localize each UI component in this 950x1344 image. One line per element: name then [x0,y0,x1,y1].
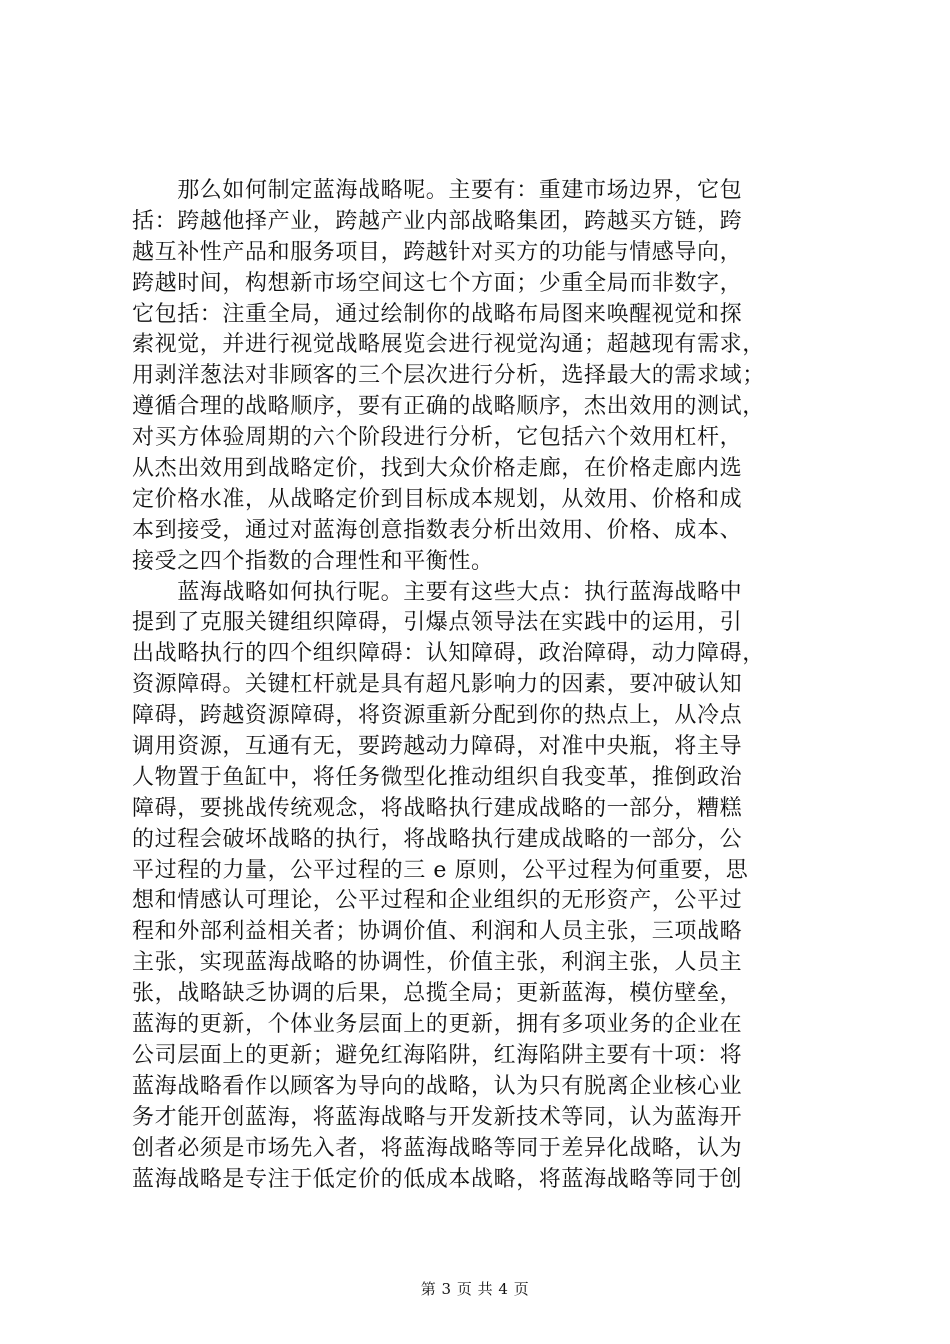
text-line: 人物置于鱼缸中，将任务微型化推动组织自我变革，推倒政治 [132,764,743,790]
text-line: 接受之四个指数的合理性和平衡性。 [132,548,494,574]
text-line: 从杰出效用到战略定价，找到大众价格走廊，在价格走廊内选 [132,456,743,482]
text-line: 跨越时间，构想新市场空间这七个方面；少重全局而非数字， [132,270,743,296]
text-line: 提到了克服关键组织障碍，引爆点领导法在实践中的运用，引 [132,610,743,636]
paragraph-strategy-execution [132,578,852,1196]
text-line: 蓝海战略如何执行呢。主要有这些大点：执行蓝海战略中 [132,579,743,605]
text-line: 资源障碍。关键杠杆就是具有超凡影响力的因素，要冲破认知 [132,672,743,698]
text-line: 蓝海的更新，个体业务层面上的更新，拥有多项业务的企业在 [132,1012,743,1038]
text-line: 程和外部利益相关者；协调价值、利润和人员主张，三项战略 [132,919,743,945]
text-line: 的过程会破坏战略的执行，将战略执行建成战略的一部分，公 [132,826,743,852]
text-line: 定价格水准，从战略定价到目标成本规划，从效用、价格和成 [132,486,743,512]
document-body [132,176,852,1195]
page-footer [0,1279,950,1299]
text-line: 索视觉，并进行视觉战略展览会进行视觉沟通；超越现有需求， [132,332,765,358]
text-line: 遵循合理的战略顺序，要有正确的战略顺序，杰出效用的测试， [132,394,765,420]
text-line: 公司层面上的更新；避免红海陷阱，红海陷阱主要有十项：将 [132,1042,743,1068]
text-line: 平过程的力量，公平过程的三 e 原则，公平过程为何重要，思 [132,857,749,883]
text-line: 蓝海战略看作以顾客为导向的战略，认为只有脱离企业核心业 [132,1073,743,1099]
text-line: 那么如何制定蓝海战略呢。主要有：重建市场边界，它包 [132,178,743,203]
text-line: 出战略执行的四个组织障碍：认知障碍，政治障碍，动力障碍， [132,641,765,667]
text-line: 蓝海战略是专注于低定价的低成本战略，将蓝海战略等同于创 [132,1166,743,1192]
text-line: 务才能开创蓝海，将蓝海战略与开发新技术等同，认为蓝海开 [132,1104,743,1130]
text-line: 张，战略缺乏协调的后果，总揽全局；更新蓝海，模仿壁垒， [132,981,743,1007]
text-line: 障碍，要挑战传统观念，将战略执行建成战略的一部分，糟糕 [132,795,743,821]
text-line: 对买方体验周期的六个阶段进行分析，它包括六个效用杠杆， [132,425,743,451]
text-line: 用剥洋葱法对非顾客的三个层次进行分析，选择最大的需求域； [132,363,765,389]
text-line: 越互补性产品和服务项目，跨越针对买方的功能与情感导向， [132,239,743,265]
paragraph-strategy-formulation [132,176,852,578]
text-line: 它包括：注重全局，通过绘制你的战略布局图来唤醒视觉和探 [132,301,743,327]
text-line: 括：跨越他择产业，跨越产业内部战略集团，跨越买方链，跨 [132,208,743,234]
text-line: 想和情感认可理论，公平过程和企业组织的无形资产，公平过 [132,888,743,914]
text-line: 主张，实现蓝海战略的协调性，价值主张，利润主张，人员主 [132,950,743,976]
text-line: 本到接受，通过对蓝海创意指数表分析出效用、价格、成本、 [132,517,743,543]
text-line: 调用资源，互通有无，要跨越动力障碍，对准中央瓶，将主导 [132,734,743,760]
text-line: 创者必须是市场先入者，将蓝海战略等同于差异化战略，认为 [132,1135,743,1161]
text-line: 障碍，跨越资源障碍，将资源重新分配到你的热点上，从冷点 [132,703,743,729]
page-number-label: 第 3 页 共 4 页 [420,1280,530,1298]
